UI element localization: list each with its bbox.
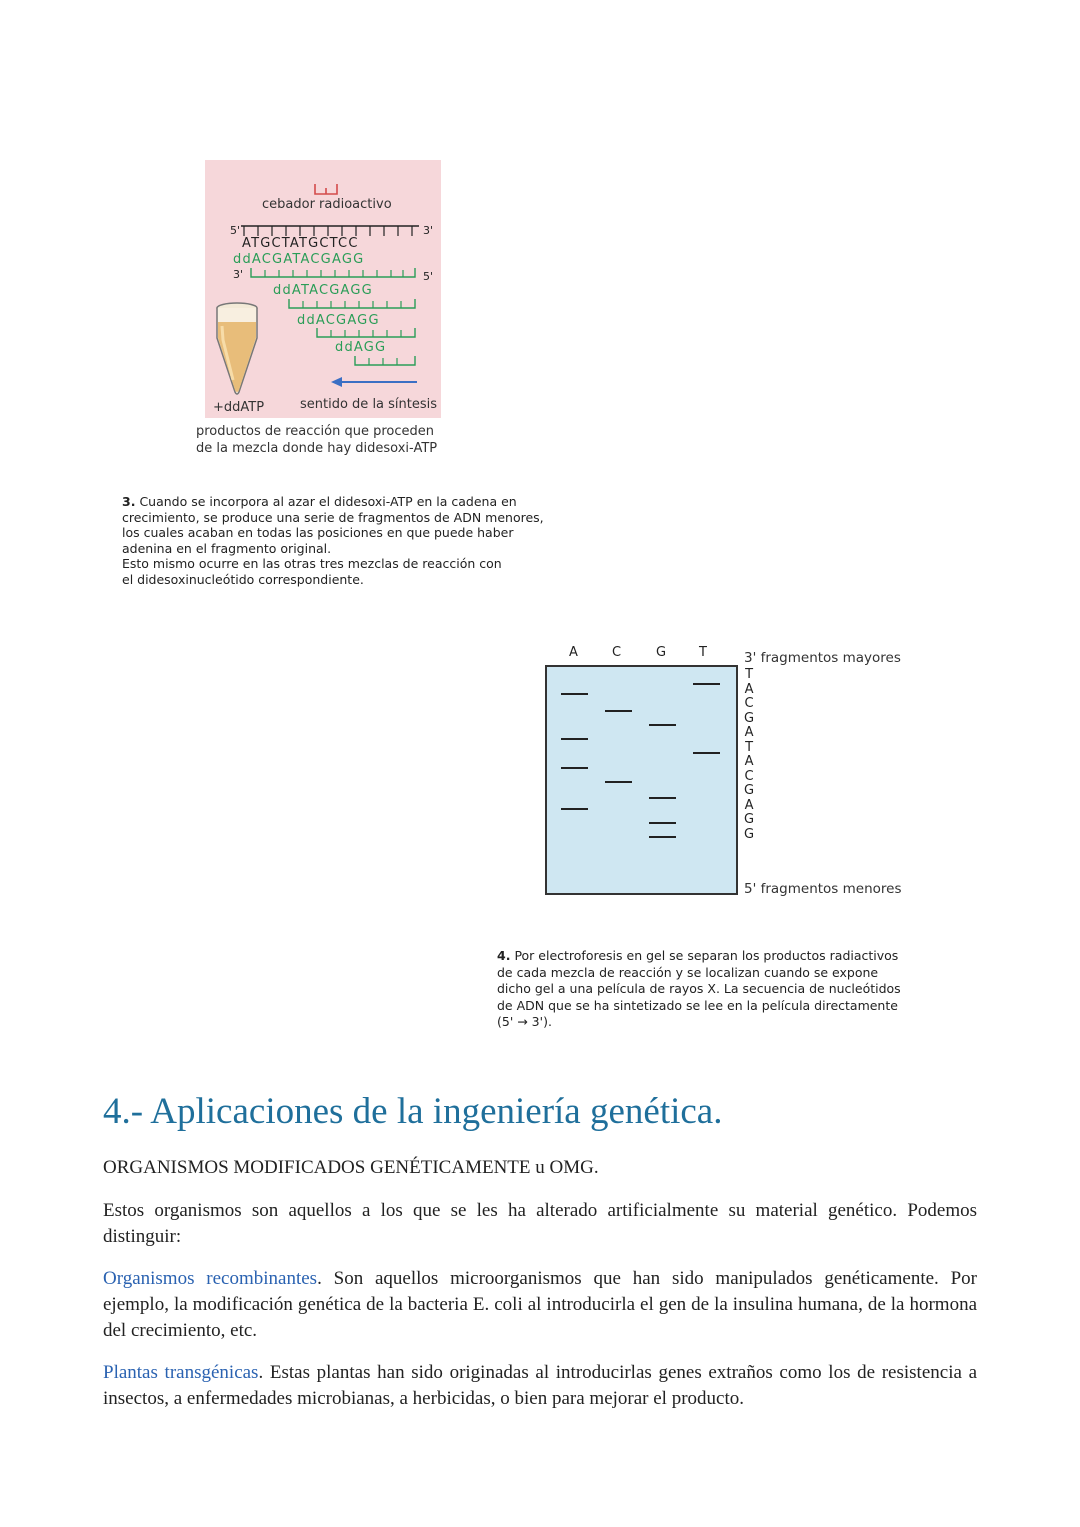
figure-4-caption-line: Por electroforesis en gel se separan los productos radiactivos [514,948,899,963]
direction-label: sentido de la síntesis [300,397,438,412]
lane-label-c: C [612,645,622,660]
lane-label-t: T [699,645,707,660]
fragment-1-sequence: ddACGATACGAGG [233,252,365,267]
products-caption-line-1: productos de reacción que proceden [196,424,435,439]
gel-band-c [605,781,632,783]
read-base: A [744,681,754,697]
figure-3-caption-line: Esto mismo ocurre en las otras tres mezclas de reacción con [122,556,502,572]
fragment-1-3-prime: 3' [233,268,244,281]
read-base: A [744,797,754,813]
figure-4-caption-line: (5' → 3'). [497,1014,552,1030]
gel-band-a [561,738,588,740]
gel-band-c [605,710,632,712]
recombinant-organisms-paragraph [103,1266,977,1344]
electrophoresis-gel [545,665,738,895]
figure-4-caption-number: 4. [497,948,511,963]
figure-3-caption-line: adenina en el fragmento original. [122,540,332,556]
section-title: 4.- Aplicaciones de la ingeniería genética. [103,1091,723,1132]
read-sequence [744,668,754,842]
read-base: G [744,710,755,726]
figure-4-caption-line: de ADN que se ha sintetizado se lee en la película directamente [497,997,898,1013]
read-base: G [744,783,755,798]
read-base: C [744,768,754,784]
sequencing-reaction-figure [205,160,441,418]
larger-fragments-label: 3' fragmentos mayores [744,650,901,666]
read-base: G [744,812,755,827]
read-base: T [745,739,754,755]
figure-3-caption-line: los cuales acaban en todas las posiciones en que puede haber [122,525,514,541]
gel-band-g [649,822,676,824]
figure-3-caption-line: el didesoxinucleótido correspondiente. [122,571,364,587]
test-tube-icon [213,300,263,400]
fragment-4-sequence: ddAGG [335,340,387,355]
primer-label: cebador radioactivo [262,197,392,212]
transgenic-plants-paragraph [103,1360,977,1412]
gel-band-a [561,767,588,769]
read-base: G [744,826,755,842]
gel-band-g [649,797,676,799]
smaller-fragments-label: 5' fragmentos menores [744,881,902,897]
figure-3-caption-line: Cuando se incorpora al azar el didesoxi-ATP en la cadena en [139,494,517,509]
transgenic-plants-term: Plantas transgénicas [103,1362,259,1383]
fragment-3-sequence: ddACGAGG [297,313,380,328]
fragment-2-sequence: ddATACGAGG [273,283,373,298]
gel-band-a [561,808,588,810]
read-base: A [744,725,754,740]
figure-4-caption-line: de cada mezcla de reacción y se localizan cuando se expone [497,964,879,980]
gel-band-g [649,836,676,838]
figure-4-caption [497,948,967,1031]
figure-3-caption [122,494,592,588]
read-base: A [744,754,754,769]
products-caption-line-2: de la mezcla donde hay didesoxi-ATP [196,441,438,456]
gel-band-a [561,693,588,695]
gel-band-t [693,752,720,754]
figure-3-caption-line: crecimiento, se produce una serie de fragmentos de ADN menores, [122,509,544,525]
figure-3-caption-number: 3. [122,494,136,509]
products-caption [196,423,437,457]
read-base: T [745,667,754,682]
gel-band-g [649,724,676,726]
fragment-3-ticks [315,326,419,340]
primer-bracket-icon [313,182,339,196]
lane-label-a: A [569,645,578,660]
recombinant-organisms-text: . Son aquellos microorganismos que han sido manipulados genéticamente. Por ejemplo, la modificación genética de la bacteria E. coli al introducirla el gen de la insulina humana, de la hormona del crecimiento, etc. [103,1268,977,1341]
synthesis-direction-arrow-icon [329,375,419,389]
recombinant-organisms-term: Organismos recombinantes [103,1268,318,1289]
template-sequence: ATGCTATGCTCC [242,236,359,251]
fragment-1-ticks [249,266,419,280]
tube-label: +ddATP [213,400,265,415]
gel-band-t [693,683,720,685]
strand-3-prime: 3' [423,224,434,237]
section-subtitle: ORGANISMOS MODIFICADOS GENÉTICAMENTE u OMG. [103,1157,599,1178]
strand-5-prime: 5' [230,224,241,237]
figure-4-caption-line: dicho gel a una película de rayos X. La secuencia de nucleótidos [497,981,901,997]
read-base: C [744,696,754,711]
fragment-2-ticks [287,297,419,311]
intro-paragraph: Estos organismos son aquellos a los que se les ha alterado artificialmente su material genético. Podemos distinguir: [103,1200,977,1247]
fragment-4-ticks [353,354,419,368]
lane-label-g: G [656,645,667,660]
transgenic-plants-text: . Estas plantas han sido originadas al introducirlas genes extraños como los de resistencia a insectos, a enfermedades microbianas, a herbicidas, o bien para mejorar el producto. [103,1362,978,1409]
fragment-1-5-prime: 5' [423,270,434,283]
